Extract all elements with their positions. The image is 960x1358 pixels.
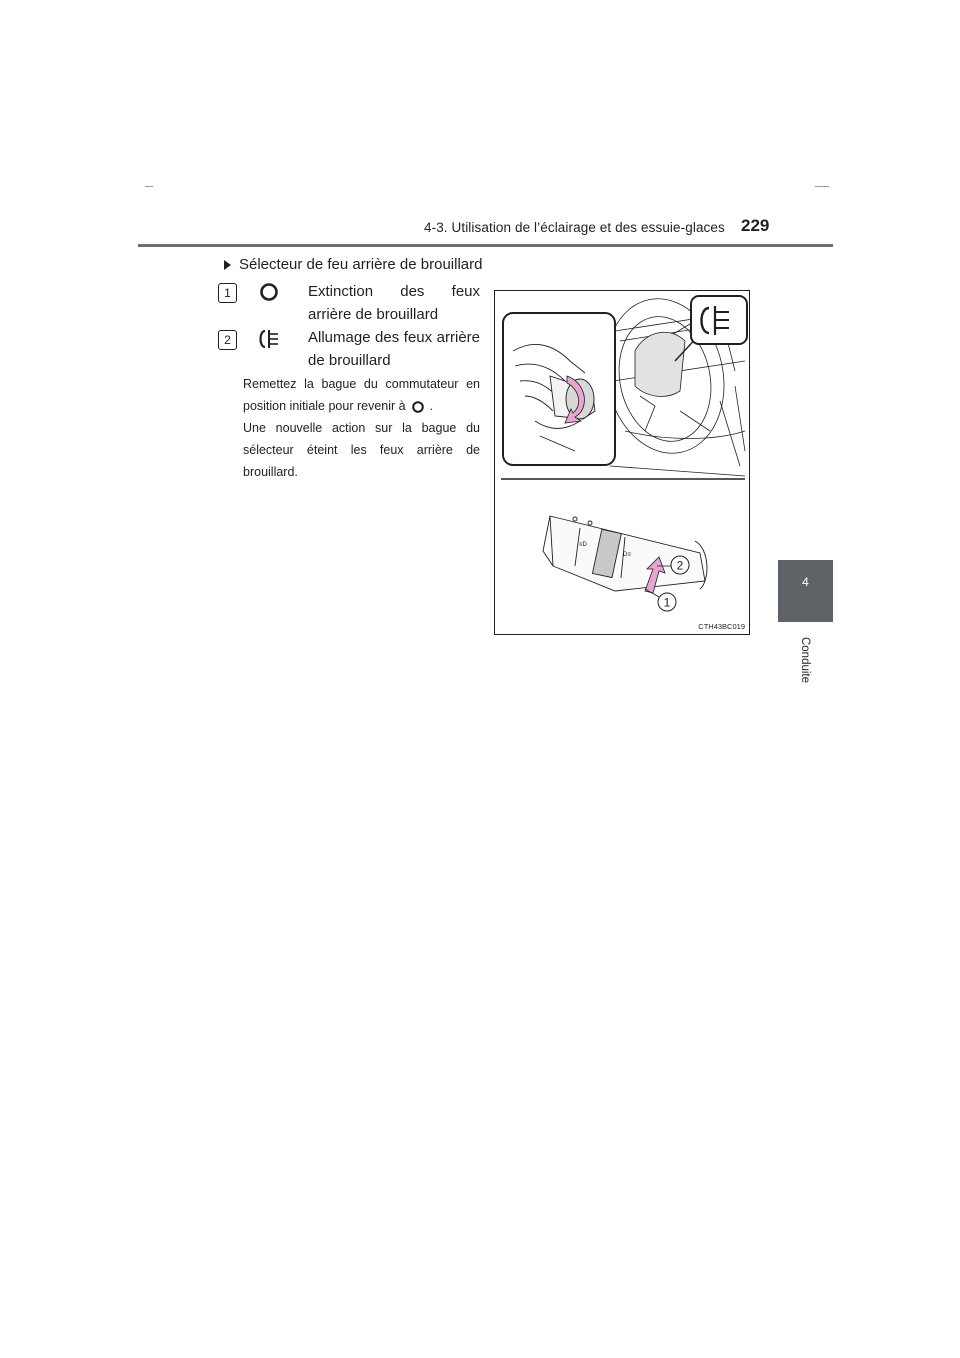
section-heading-text: Sélecteur de feu arrière de brouillard: [239, 256, 483, 273]
figure-code: CTH43BC019: [698, 622, 745, 631]
running-header: 4-3. Utilisation de l’éclairage et des essuie-glaces: [424, 220, 725, 235]
item-number-1: 1: [218, 283, 237, 303]
crop-mark-right: [815, 186, 829, 187]
rear-fog-on-icon: [256, 327, 282, 351]
hand-zoom-callout: [503, 313, 615, 465]
item-text-1: Extinction des feux arrière de brouillard: [308, 283, 480, 323]
second-action-paragraph: Une nouvelle action sur la bague du sélecteur éteint les feux arrière de brouillard.: [243, 421, 480, 479]
svg-text:D≡: D≡: [623, 552, 631, 558]
section-heading: [224, 256, 482, 273]
callout-number-2: 2: [676, 558, 684, 573]
reset-paragraph-end: .: [429, 399, 434, 413]
rear-fog-off-inline-icon: [410, 400, 426, 414]
chapter-tab: [778, 560, 833, 622]
crop-mark-left: [145, 186, 153, 187]
item-number-2: 2: [218, 330, 237, 350]
rear-fog-off-icon: [257, 281, 281, 303]
triangle-bullet-icon: [224, 260, 231, 270]
svg-text:≡D: ≡D: [579, 542, 587, 548]
chapter-label: [796, 630, 814, 690]
illustration: [495, 291, 750, 635]
combination-switch-lever: [543, 516, 707, 591]
chapter-label-text: Conduite: [799, 636, 811, 684]
figure-panel: [494, 290, 750, 635]
reset-paragraph: [243, 373, 480, 417]
rear-fog-callout-icon: [691, 296, 747, 344]
header-rule: [138, 244, 833, 247]
reset-paragraph-text: Remettez la bague du commutateur en position initiale pour revenir à: [243, 377, 480, 413]
callout-number-1: 1: [663, 595, 671, 610]
chapter-number: 4: [802, 575, 809, 589]
page-number: 229: [741, 216, 770, 235]
item-text-2: Allumage des feux arrière de brouillard: [308, 329, 480, 369]
